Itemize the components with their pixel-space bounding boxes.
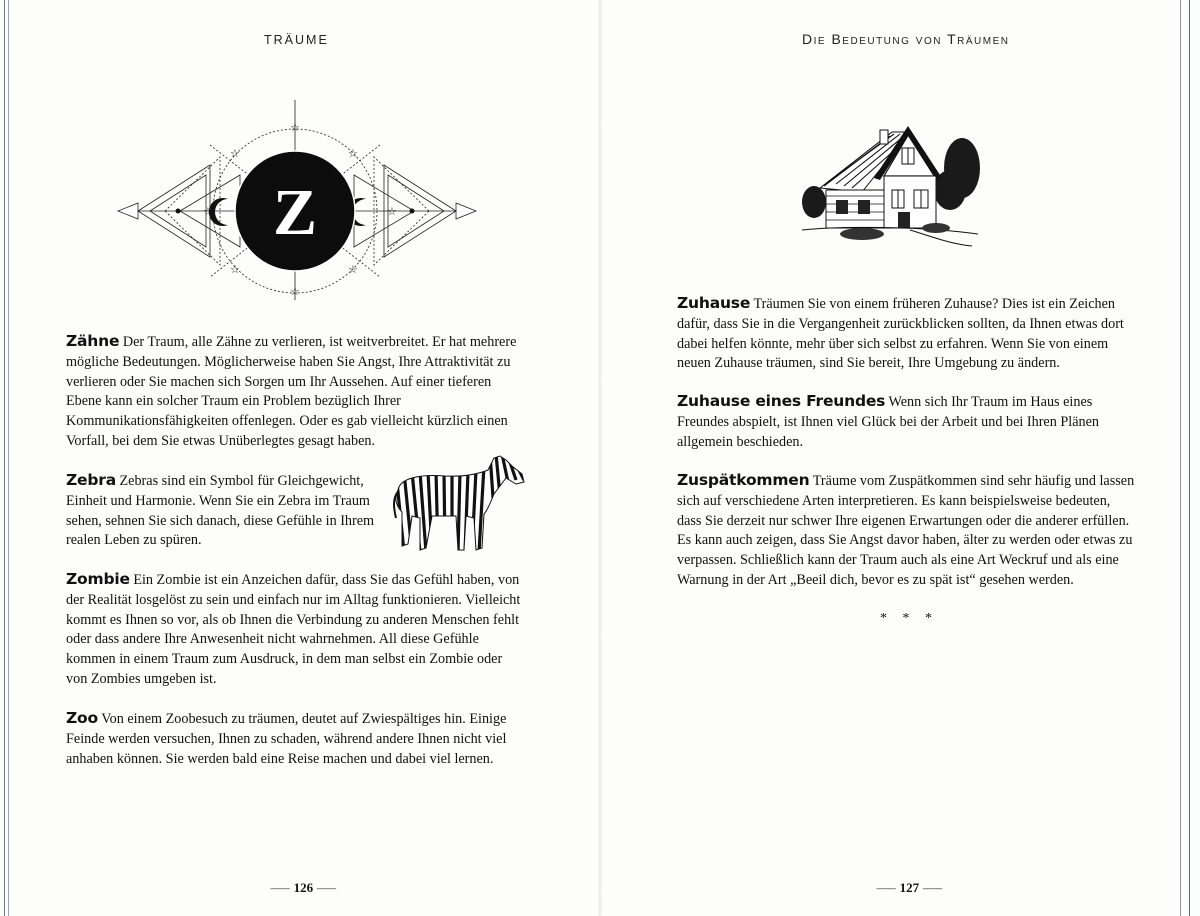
entry-zebra [66, 471, 386, 551]
entry-text: Zebras sind ein Symbol für Gleichgewicht, Einheit und Harmonie. Wenn Sie ein Zebra im Traum sehen, sehnen Sie sich danach, diese Gefühle in Ihrem realen Leben zu spüren. [66, 473, 375, 549]
running-head-left: TRÄUME [264, 33, 329, 47]
entry-zuhause-eines-freundes [677, 392, 1137, 452]
entry-text: Träumen Sie von einem früheren Zuhause? Dies ist ein Zeichen dafür, dass Sie in die Vergangenheit zurückblicken sollten, da Ihnen etwas dort dabei helfen könnte, mehr über sich selbst zu erfahren. Wenn Sie von einem neuen Zuhause träumen, sind Sie bereit, Ihre Umgebung zu ändern. [677, 296, 1124, 372]
svg-text:☆: ☆ [348, 147, 358, 160]
emblem-letter: Z [272, 176, 318, 249]
running-head-right: Die Bedeutung von Träumen [802, 31, 1010, 47]
entry-term: Zombie [66, 570, 130, 588]
svg-text:☆: ☆ [290, 285, 300, 298]
entry-text: Der Traum, alle Zähne zu verlieren, ist weitverbreitet. Er hat mehrere mögliche Bedeutungen. Möglicherweise haben Sie Angst, Ihre Attraktivität zu verlieren oder Sie machen sich Sorgen um Ihr Aussehen. Auf einer tieferen Ebene kann ein solcher Traum ein Problem bezüglich Ihrer Kommunikationsfähigkeiten offenlegen. Oder es gab vielleicht kürzlich einen Vorfall, bei dem Sie etwas Unüberlegtes gesagt haben. [66, 334, 517, 449]
entry-zombie [66, 570, 522, 690]
entry-zaehne [66, 332, 522, 452]
entry-text: Von einem Zoobesuch zu träumen, deutet auf Zwiespältiges hin. Einige Feinde werden versuchen, Ihnen zu schaden, während andere Ihnen nicht viel anhaben können. Sie werden bald eine Reise machen und dabei viel lernen. [66, 711, 507, 767]
svg-text:☆: ☆ [203, 205, 213, 218]
svg-text:☆: ☆ [348, 263, 358, 276]
ornament-left-icon: ⸺ [876, 881, 897, 895]
entry-zuhause [677, 294, 1137, 374]
page-number-value: 126 [293, 880, 314, 895]
page-number-left [270, 879, 337, 896]
section-ornament: * * * [880, 611, 938, 626]
entry-text: Träume vom Zuspätkommen sind sehr häufig und lassen sich auf verschiedene Arten interpretieren. Es kann beispielsweise bedeuten, dass Sie derzeit nur schwer Ihre eigenen Erwartungen oder die anderer erfüllen. Es kann auch zeigen, dass Sie Angst davor haben, älter zu werden oder etwas zu verpassen. Schließlich kann der Traum auch als eine Art Weckruf und als eine Warnung in der Art „Beeil dich, bevor es zu spät ist“ gesehen werden. [677, 473, 1135, 588]
entry-zuspaetkommen [677, 471, 1137, 591]
entry-text: Wenn sich Ihr Traum im Haus eines Freundes abspielt, ist Ihnen viel Glück bei der Arbeit und bei Ihren Plänen allgemein beschieden. [677, 394, 1099, 450]
page-number-right [876, 879, 943, 896]
entry-term: Zoo [66, 709, 98, 727]
page-edge-right [1180, 0, 1190, 916]
book-gutter [598, 0, 602, 916]
page-edge-left [4, 0, 9, 916]
entry-term: Zebra [66, 471, 116, 489]
entry-term: Zuspätkommen [677, 471, 810, 489]
entry-term: Zuhause [677, 294, 751, 312]
entry-term: Zähne [66, 332, 120, 350]
page-number-value: 127 [899, 880, 920, 895]
svg-text:☆: ☆ [387, 205, 397, 218]
entry-zoo [66, 709, 522, 769]
zebra-illustration [390, 452, 530, 557]
ornament-left-icon: ⸺ [270, 881, 291, 895]
house-illustration [800, 118, 980, 253]
ornament-right-icon: ⸺ [316, 881, 337, 895]
ornament-right-icon: ⸺ [922, 881, 943, 895]
celestial-z-emblem [110, 95, 490, 305]
svg-text:☆: ☆ [230, 147, 240, 160]
svg-text:☆: ☆ [230, 263, 240, 276]
entry-term: Zuhause eines Freundes [677, 392, 886, 410]
entry-text: Ein Zombie ist ein Anzeichen dafür, dass Sie das Gefühl haben, von der Realität losgelöst zu sein und einfach nur im Alltag funktionieren. Vielleicht kommt es Ihnen so vor, als ob Ihnen die Verbindung zu anderen Menschen fehlt oder dass andere Ihre Anwesenheit nicht wahrnehmen. All diese Gefühle kommen in einem Traum zum Ausdruck, in dem man selbst ein Zombie oder von Zombies umgeben ist. [66, 572, 521, 687]
svg-text:☆: ☆ [290, 121, 300, 134]
